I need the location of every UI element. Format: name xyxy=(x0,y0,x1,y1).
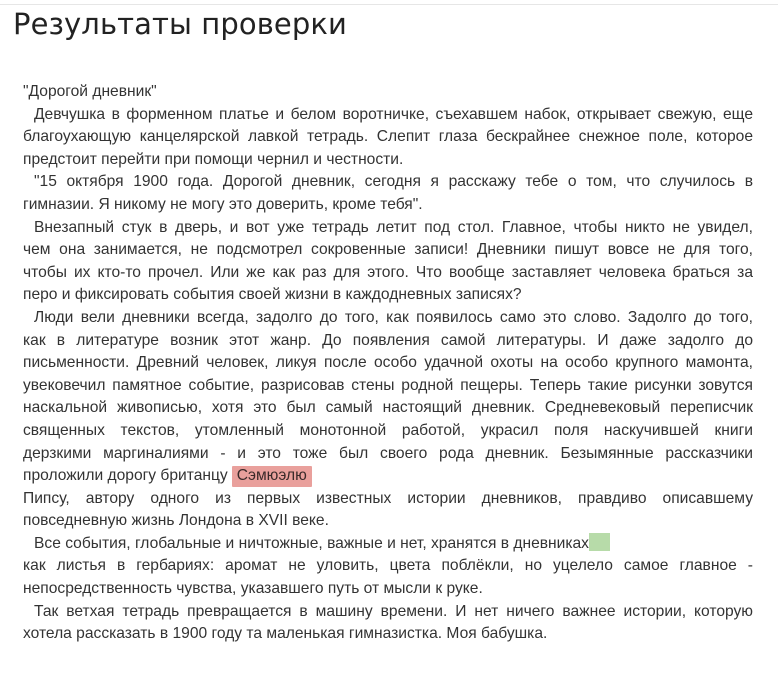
text-line: священных текстов, утомленный монотонной работой, украсил поля наскучившей книги xyxy=(23,421,753,439)
text-line: благоухающую канцелярской лавкой тетрадь. Слепит глаза бескрайнее снежное поле, которое xyxy=(23,128,753,146)
text-line: перо и фиксировать события своей жизни в каждодневных записях? xyxy=(23,286,522,304)
text-line: как в литературе возник этот жанр. До появления самой литературы. И даже задолго до xyxy=(23,331,753,349)
page-title: Результаты проверки xyxy=(13,7,347,41)
text-line-segment: проложили дорогу британцу xyxy=(23,467,228,485)
error-highlight[interactable]: Сэмюэлю xyxy=(232,466,312,487)
text-line: гимназии. Я никому не могу это доверить, кроме тебя". xyxy=(23,195,423,213)
checked-essay-text xyxy=(23,81,753,646)
text-line: хотела рассказать в 1900 году та маленькая гимназистка. Моя бабушка. xyxy=(23,625,548,643)
text-line: дерзкими маргиналиями - и это тоже был своего рода дневник. Безымянные рассказчики xyxy=(23,444,753,462)
text-line-with-insertion xyxy=(23,533,753,556)
text-line: Девчушка в форменном платье и белом воротничке, съехавшем набок, открывает свежую, еще xyxy=(34,105,753,123)
text-line: как листья в гербариях: аромат не уловить, цвета поблёкли, но уцелело самое главное - xyxy=(23,557,753,575)
text-line: повседневную жизнь Лондона в XVII веке. xyxy=(23,512,329,530)
text-line: чтобы их кто-то прочел. Или же как раз для этого. Что вообще заставляет человека браться за xyxy=(23,263,753,281)
text-line: увековечил памятное событие, разрисовав стены родной пещеры. Теперь такие рисунки зовутся xyxy=(23,376,753,394)
text-line-with-error xyxy=(23,465,753,488)
text-line: непосредственность чувства, указавшего путь от мысли к руке. xyxy=(23,580,483,598)
text-line: "15 октября 1900 года. Дорогой дневник, сегодня я расскажу тебе о том, что случилось в xyxy=(34,173,753,191)
text-line-segment: Все события, глобальные и ничтожные, важные и нет, хранятся в дневниках xyxy=(34,534,589,552)
text-line: Так ветхая тетрадь превращается в машину времени. И нет ничего важнее истории, которую xyxy=(34,602,753,620)
text-line: предстоит перейти при помощи чернил и честности. xyxy=(23,150,404,168)
insertion-marker[interactable] xyxy=(589,533,610,551)
text-line: "Дорогой дневник" xyxy=(23,83,157,100)
text-line: Люди вели дневники всегда, задолго до того, как появилось само это слово. Задолго до того, xyxy=(34,308,753,326)
text-line: Внезапный стук в дверь, и вот уже тетрадь летит под стол. Главное, чтобы никто не увидел, xyxy=(34,218,753,236)
text-line: письменности. Древний человек, ликуя после особо удачной охоты на особо крупного мамонта, xyxy=(23,354,753,372)
text-line: Пипсу, автору одного из первых известных истории дневников, правдиво описавшему xyxy=(23,489,753,507)
text-line: чем она занимается, не подсмотрел сокровенные записи! Дневники пишут вовсе не для того, xyxy=(23,241,753,259)
text-line: наскальной живописью, хотя это был самый настоящий дневник. Средневековый переписчик xyxy=(23,399,753,417)
